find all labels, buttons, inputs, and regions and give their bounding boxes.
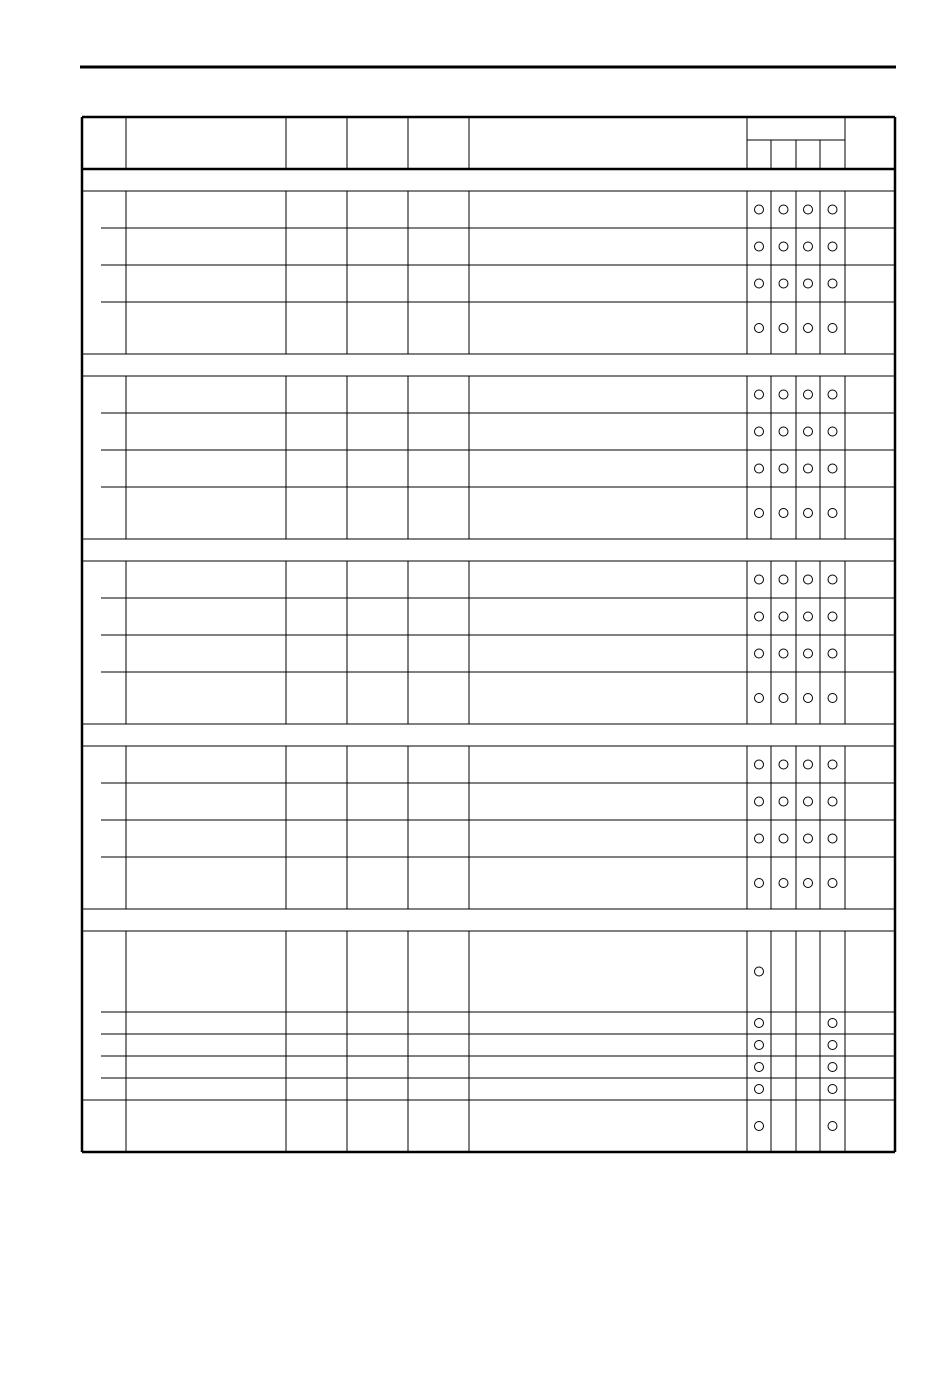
check-mark-circle — [804, 575, 813, 584]
check-mark-circle — [779, 612, 788, 621]
check-mark-circle — [755, 967, 764, 976]
check-mark-circle — [828, 464, 837, 473]
check-mark-circle — [804, 390, 813, 399]
check-mark-circle — [755, 464, 764, 473]
check-mark-circle — [755, 1019, 764, 1028]
check-mark-circle — [779, 834, 788, 843]
check-mark-circle — [804, 694, 813, 703]
check-mark-circle — [828, 575, 837, 584]
check-mark-circle — [828, 649, 837, 658]
check-mark-circle — [828, 427, 837, 436]
check-mark-circle — [779, 649, 788, 658]
check-mark-circle — [804, 205, 813, 214]
check-mark-circle — [779, 797, 788, 806]
check-mark-circle — [779, 390, 788, 399]
check-mark-circle — [755, 1041, 764, 1050]
check-mark-circle — [779, 464, 788, 473]
check-mark-circle — [804, 464, 813, 473]
check-mark-circle — [779, 279, 788, 288]
check-mark-circle — [755, 612, 764, 621]
inspection-table — [82, 117, 895, 1152]
check-mark-circle — [828, 1122, 837, 1131]
check-mark-circle — [804, 427, 813, 436]
check-mark-circle — [828, 324, 837, 333]
check-mark-circle — [755, 834, 764, 843]
check-mark-circle — [779, 242, 788, 251]
check-mark-circle — [779, 575, 788, 584]
check-mark-circle — [755, 575, 764, 584]
check-mark-circle — [779, 427, 788, 436]
check-mark-circle — [755, 324, 764, 333]
check-mark-circle — [755, 760, 764, 769]
check-mark-circle — [779, 760, 788, 769]
check-mark-circle — [755, 1063, 764, 1072]
check-mark-circle — [755, 694, 764, 703]
check-mark-circle — [755, 509, 764, 518]
check-mark-circle — [828, 242, 837, 251]
check-mark-circle — [755, 390, 764, 399]
check-mark-circle — [804, 879, 813, 888]
check-mark-circle — [828, 1063, 837, 1072]
check-mark-circle — [828, 390, 837, 399]
check-mark-circle — [755, 1122, 764, 1131]
check-mark-circle — [755, 205, 764, 214]
check-mark-circle — [779, 694, 788, 703]
check-mark-circle — [779, 509, 788, 518]
check-mark-circle — [828, 279, 837, 288]
check-mark-circle — [755, 879, 764, 888]
check-mark-circle — [755, 649, 764, 658]
check-mark-circle — [828, 1085, 837, 1094]
check-mark-circle — [828, 694, 837, 703]
check-mark-circle — [779, 879, 788, 888]
check-mark-circle — [804, 324, 813, 333]
check-mark-circle — [828, 760, 837, 769]
check-mark-circle — [828, 612, 837, 621]
check-mark-circle — [779, 324, 788, 333]
check-mark-circle — [804, 760, 813, 769]
check-mark-circle — [828, 879, 837, 888]
check-mark-circle — [755, 1085, 764, 1094]
check-mark-circle — [755, 242, 764, 251]
check-mark-circle — [804, 612, 813, 621]
check-mark-circle — [804, 279, 813, 288]
check-mark-circle — [804, 242, 813, 251]
check-mark-circle — [804, 797, 813, 806]
check-mark-circle — [828, 797, 837, 806]
check-mark-circle — [828, 1041, 837, 1050]
check-mark-circle — [755, 427, 764, 436]
check-mark-circle — [755, 279, 764, 288]
check-mark-circle — [779, 205, 788, 214]
check-mark-circle — [804, 509, 813, 518]
check-mark-circle — [828, 834, 837, 843]
check-mark-circle — [804, 834, 813, 843]
check-mark-circle — [828, 509, 837, 518]
check-mark-circle — [828, 1019, 837, 1028]
check-mark-circle — [804, 649, 813, 658]
check-mark-circle — [828, 205, 837, 214]
check-mark-circle — [755, 797, 764, 806]
